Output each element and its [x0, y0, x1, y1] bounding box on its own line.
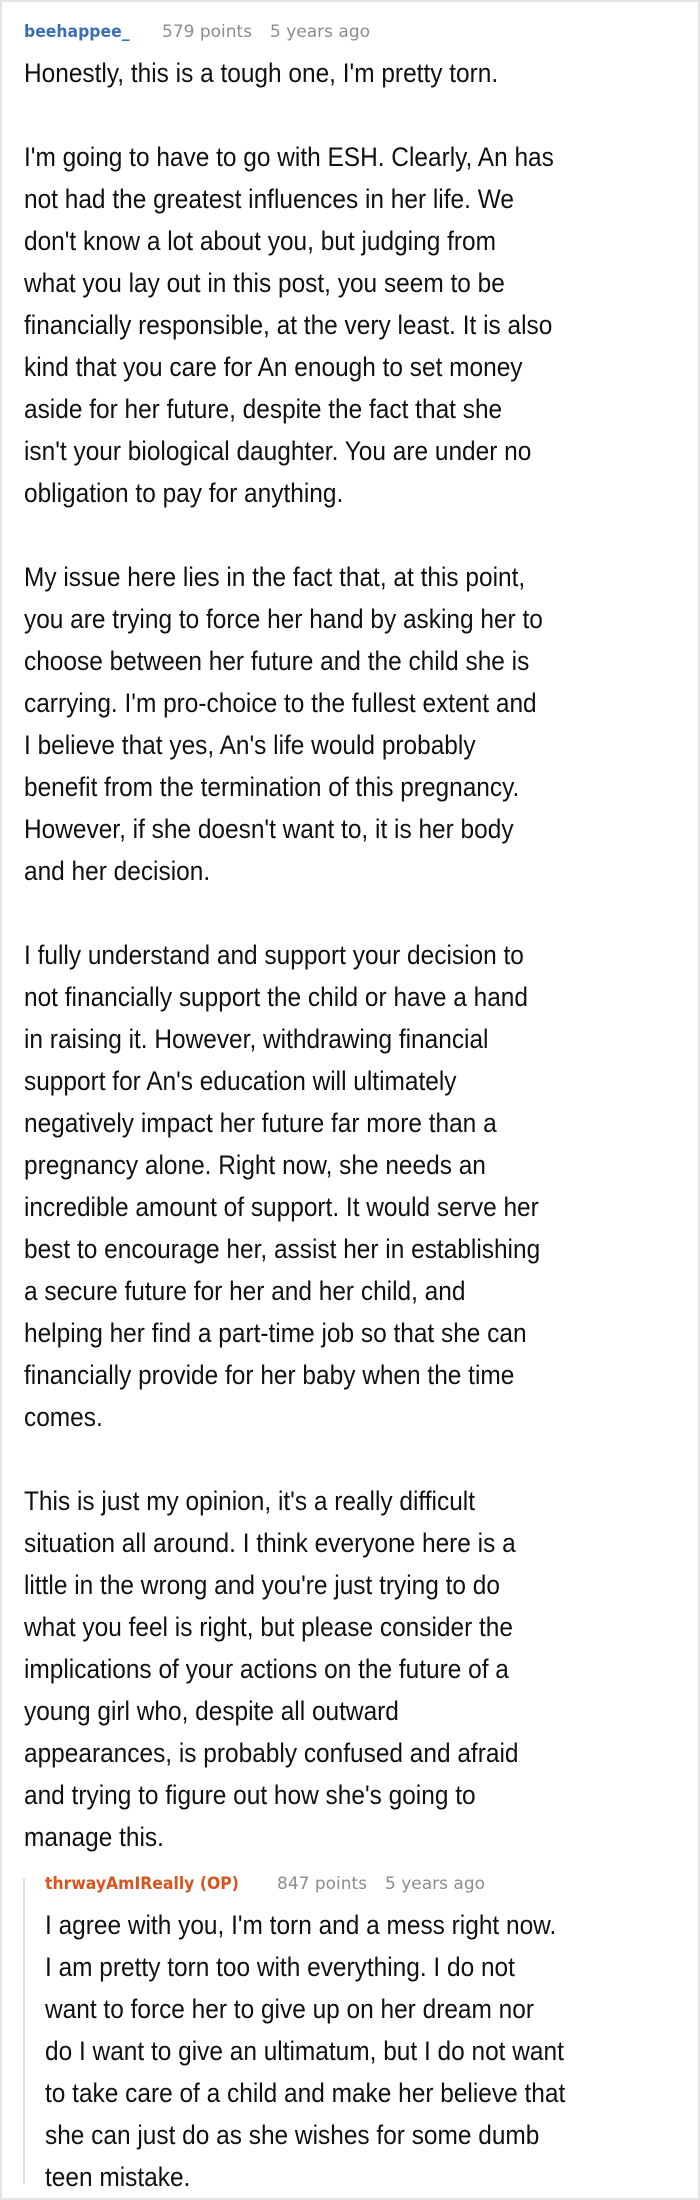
text-line: and her decision.: [24, 856, 211, 886]
text-line: comes.: [24, 1402, 103, 1432]
reply-meta: [45, 1872, 685, 1896]
text-line: want to force her to give up on her dream nor: [45, 1994, 534, 2024]
text-line: kind that you care for An enough to set money: [24, 352, 523, 382]
text-line: what you feel is right, but please consider the: [24, 1612, 513, 1642]
text-line: support for An's education will ultimately: [24, 1066, 457, 1096]
comment-timestamp: 5 years ago: [270, 22, 371, 42]
text-line: best to encourage her, assist her in establishing: [24, 1234, 541, 1264]
text-line: This is just my opinion, it's a really difficult: [24, 1486, 476, 1516]
reply-points: 847 points: [277, 1874, 368, 1894]
text-line: implications of your actions on the future of a: [24, 1654, 509, 1684]
text-line: she can just do as she wishes for some dumb: [45, 2120, 540, 2150]
text-line: do I want to give an ultimatum, but I do not want: [45, 2036, 564, 2066]
text-line: not financially support the child or have a hand: [24, 982, 528, 1012]
text-line: what you lay out in this post, you seem to be: [24, 268, 505, 298]
text-line: you are trying to force her hand by asking her to: [24, 604, 543, 634]
text-line: appearances, is probably confused and afraid: [24, 1738, 519, 1768]
text-line: My issue here lies in the fact that, at this point,: [24, 562, 526, 592]
text-line: choose between her future and the child she is: [24, 646, 530, 676]
text-line: little in the wrong and you're just trying to do: [24, 1570, 500, 1600]
text-line: in raising it. However, withdrawing financial: [24, 1024, 489, 1054]
text-line: financially provide for her baby when the time: [24, 1360, 515, 1390]
text-line: carrying. I'm pro-choice to the fullest extent and: [24, 688, 537, 718]
text-line: negatively impact her future far more than a: [24, 1108, 497, 1138]
text-line: a secure future for her and her child, and: [24, 1276, 466, 1306]
text-line: benefit from the termination of this pregnancy.: [24, 772, 520, 802]
text-line: pregnancy alone. Right now, she needs an: [24, 1150, 486, 1180]
text-line: obligation to pay for anything.: [24, 478, 344, 508]
text-line: I fully understand and support your decision to: [24, 940, 524, 970]
text-line: I believe that yes, An's life would probably: [24, 730, 476, 760]
reply-timestamp: 5 years ago: [385, 1874, 486, 1894]
text-line: I agree with you, I'm torn and a mess right now.: [45, 1910, 557, 1940]
comment-username[interactable]: beehappee_: [24, 22, 130, 42]
text-line: I'm going to have to go with ESH. Clearly, An has: [24, 142, 554, 172]
text-line: aside for her future, despite the fact that she: [24, 394, 503, 424]
text-line: financially responsible, at the very least. It is also: [24, 310, 553, 340]
text-line: situation all around. I think everyone here is a: [24, 1528, 516, 1558]
text-line: young girl who, despite all outward: [24, 1696, 399, 1726]
text-line: isn't your biological daughter. You are under no: [24, 436, 532, 466]
text-line: I am pretty torn too with everything. I do not: [45, 1952, 515, 1982]
text-line: don't know a lot about you, but judging from: [24, 226, 496, 256]
text-line: to take care of a child and make her believe that: [45, 2078, 566, 2108]
text-line: incredible amount of support. It would serve her: [24, 1192, 539, 1222]
text-line: not had the greatest influences in her life. We: [24, 184, 514, 214]
comment-points: 579 points: [162, 22, 253, 42]
text-line: teen mistake.: [45, 2162, 191, 2192]
text-line: Honestly, this is a tough one, I'm pretty torn.: [24, 58, 499, 88]
text-line: However, if she doesn't want to, it is her body: [24, 814, 514, 844]
text-line: manage this.: [24, 1822, 164, 1852]
text-line: and trying to figure out how she's going to: [24, 1780, 476, 1810]
reply-thread-line: [23, 1878, 25, 2184]
text-line: helping her find a part-time job so that she can: [24, 1318, 527, 1348]
reply-username[interactable]: thrwayAmIReally (OP): [45, 1874, 239, 1894]
comment-meta: [24, 20, 684, 44]
